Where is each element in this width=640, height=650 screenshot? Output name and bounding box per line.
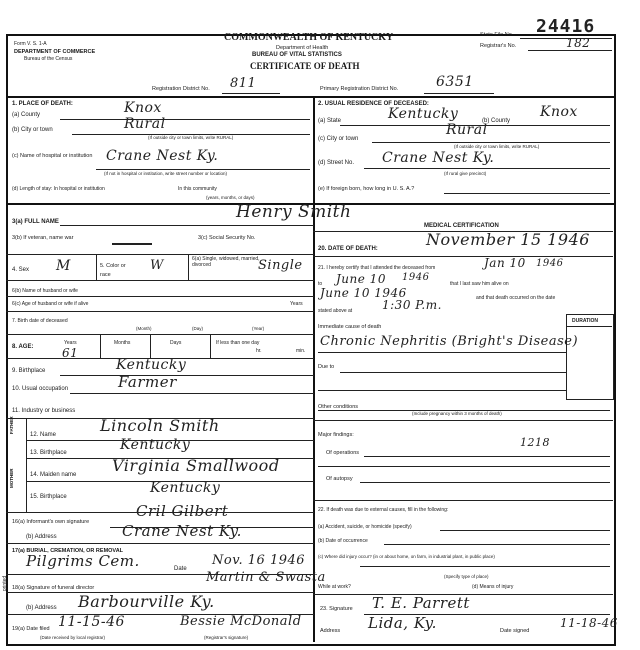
operations-value: 1218 [520,436,550,449]
state-file-number: 24416 [536,16,596,37]
where-label: (c) Where did injury occur? (in or about home, on farm, in industrial plant, in public place) [318,554,495,559]
external-label: 22. If death was due to external causes, fill in the following: [318,507,449,513]
date-signed-value: 11-18-46 [560,616,618,630]
occupation-line [70,393,314,394]
primary-reg-value: 6351 [436,74,474,90]
full-name-line [60,225,314,226]
spouse-years-label: Years [290,301,303,307]
res-state-label: (a) State [318,118,342,124]
time-value: 1:30 P.m. [382,298,442,312]
autopsy-line-2 [313,500,613,501]
header-rule [6,96,614,98]
marital-value: Single [258,258,303,273]
res-state-value: Kentucky [388,106,459,122]
birthplace-value: Kentucky [116,357,187,373]
residence-title: 2. USUAL RESIDENCE OF DECEASED: [318,101,429,107]
res-street-note: (If rural give precinct) [444,171,487,176]
age-days-label: Days [170,340,182,346]
died-on-label: and that death occurred on the date [476,295,556,301]
pod-hospital-value: Crane Nest Ky. [106,148,219,164]
filed-note: (Date received by local registrar) [40,635,106,640]
pod-hospital-line [96,169,310,170]
place-of-death-title: 1. PLACE OF DEATH: [12,101,73,107]
veteran-label: 3(b) If veteran, name war [12,235,74,241]
primary-reg-label: Primary Registration District No. [320,86,399,92]
registrar-sig-note: (Registrar's signature) [204,635,249,640]
age-under-day-label: If less than one day [216,340,260,346]
full-name-label: 3(a) FULL NAME [12,219,59,225]
place-type-label: (Specify type of place) [444,574,489,579]
due-to-line-2 [318,390,566,391]
sex-label: 4. Sex [12,267,30,273]
duration-header-line [566,326,612,327]
accident-line [440,530,610,531]
industry-label: 11. Industry or business [12,408,76,414]
birthplace-line [60,375,314,376]
occupation-value: Farmer [118,373,177,391]
certify-year1: 1946 [536,258,564,269]
occurrence-label: (b) Date of occurrence [318,538,368,544]
res-street-label: (d) Street No. [318,160,355,166]
state-file-label: State File No. [480,32,514,38]
age-months-label: Months [114,340,131,346]
last-seen-value: June 10 1946 [320,286,407,300]
director-label: 18(a) Signature of funeral director [12,585,95,591]
father-birthplace-value: Kentucky [120,437,191,453]
res-street-value: Crane Nest Ky. [382,150,495,166]
birth-month-label: (Month) [136,326,152,331]
cause-value: Chronic Nephritis (Bright's Disease) [320,334,579,349]
other-cond-label: Other conditions [318,404,359,410]
informant-value: Cril Gilbert [136,502,229,520]
color-divider [188,254,189,280]
means-label: (d) Means of injury [472,584,514,590]
informant-label: 16(a) Informant's own signature [12,519,90,525]
pod-hospital-note: (If not in hospital or institution, write street number or location) [104,171,228,176]
medical-title: MEDICAL CERTIFICATION [424,223,499,229]
age-div-2 [150,334,151,358]
pod-city-value: Rural [124,116,166,132]
pod-hospital-label: (c) Name of hospital or institution [12,153,93,159]
res-foreign-label: (e) If foreign born, how long in U. S. A.? [318,186,415,192]
age-hr-label: hr. [256,348,262,354]
due-to-label: Due to [318,364,335,370]
full-name-value: Henry Smith [236,202,352,222]
primary-reg-line [424,93,494,94]
age-years-label: Years [64,340,77,346]
burial-address-value: Barbourville Ky. [78,592,215,611]
marital-label: 6(a) Single, widowed, married, divorced [192,256,260,268]
date-death-label: 20. DATE OF DEATH: [318,246,378,252]
certify-label: 21. I hereby certify that I attended the deceased from [318,265,436,271]
registrar-signature: Bessie McDonald [180,614,302,629]
reg-district-label: Registration District No. [152,86,210,92]
signature-label: 23. Signature [320,606,353,612]
birth-date-line [6,334,314,335]
age-min-label: min. [296,348,306,354]
spouse-age-label: 6(c) Age of husband or wife if alive [12,301,89,307]
res-city-line [372,142,610,143]
operations-label: Of operations [326,450,360,456]
age-div-1 [100,334,101,358]
burial-date-label: Date [174,566,187,572]
veteran-row-line [6,254,314,255]
burial-title: 17(a) BURIAL, CREMATION, OR REMOVAL [12,548,124,554]
res-county-label: (b) County [482,118,511,124]
stated-above-label: stated above at [318,308,353,314]
age-label: 8. AGE: [12,344,34,350]
certify-to-text: to [318,281,323,287]
bureau-census: Bureau of the Census [24,56,73,62]
father-name-label: 12. Name [30,432,57,438]
res-county-value: Knox [540,104,578,120]
mother-tag: MOTHER [9,468,14,488]
duration-label: DURATION [572,318,599,324]
res-city-label: (c) City or town [318,136,359,142]
due-to-line [340,372,566,373]
informant-address-label: (b) Address [26,534,57,540]
reg-district-value: 811 [230,76,257,91]
age-years-value: 61 [62,346,79,360]
res-foreign-line [444,193,610,194]
margin-note: printed [2,575,9,592]
filed-value: 11-15-46 [58,614,125,630]
commonwealth-title: COMMONWEALTH OF KENTUCKY [224,32,394,43]
ssn-label: 3(c) Social Security No. [198,235,256,241]
mother-name-label: 14. Maiden name [30,472,77,478]
director-value: Martin & Swasta [206,570,326,585]
dept-health: Department of Health [276,45,329,51]
age-div-3 [210,334,211,358]
autopsy-line [360,482,610,483]
informant-address-line [6,543,314,544]
certificate-title: CERTIFICATE OF DEATH [250,61,360,71]
pod-city-line [72,134,310,135]
father-tag: FATHER [9,416,14,434]
registrar-no-label: Registrar's No. [480,43,517,49]
certify-to: June 10 [336,272,386,286]
bureau-vital: BUREAU OF VITAL STATISTICS [252,52,342,58]
sex-divider [96,254,97,280]
operations-line-2 [318,466,610,467]
color-label: 5. Color or race [100,263,126,278]
where-line [360,566,610,567]
certify-year2: 1946 [402,272,430,283]
parent-tag-divider [26,418,27,512]
last-seen-note: that I last saw him alive on [450,281,509,287]
veteran-dash [112,243,152,245]
informant-address-value: Crane Nest Ky. [122,522,242,540]
reg-district-line [222,93,280,94]
pod-county-line [60,119,310,120]
date-death-value: November 15 1946 [426,230,590,249]
pod-city-note: (If outside city or town limits, write RURAL) [148,135,234,140]
res-street-line [364,168,610,169]
dept-commerce: DEPARTMENT OF COMMERCE [14,49,96,55]
pod-city-label: (b) City or town [12,127,53,133]
certify-from: Jan 10 [484,256,526,270]
operations-line [364,456,610,457]
registrar-no-value: 182 [566,36,591,50]
pod-stay-units: (years, months, or days) [206,195,255,200]
signature-value: T. E. Parrett [372,594,470,612]
pod-stay-community: In this community [178,186,217,192]
accident-label: (a) Accident, suicide, or homicide (specify) [318,524,412,530]
birth-date-label: 7. Birth date of deceased [12,318,68,324]
autopsy-label: Of autopsy [326,476,353,482]
mother-name-value: Virginia Smallwood [112,456,280,475]
father-birthplace-label: 13. Birthplace [30,450,67,456]
color-value: W [150,258,164,273]
date-death-line [313,256,613,257]
spouse-label: 6(b) Name of husband or wife [12,288,78,294]
burial-date-value: Nov. 16 1946 [212,553,306,568]
sig-address-label: Address [320,628,341,634]
spouse-age-line [6,311,314,312]
birth-day-label: (Day) [192,326,203,331]
pod-stay-label: (d) Length of stay: In hospital or institution [12,186,105,192]
while-work-label: While at work? [318,584,351,590]
sex-row-line [6,280,314,281]
spouse-line [6,296,314,297]
date-signed-label: Date signed [500,628,530,634]
res-city-note: (If outside city or town limits, write RURAL) [454,144,540,149]
pod-county-label: (a) County [12,112,41,118]
registrar-no-line [528,50,612,51]
father-name-value: Lincoln Smith [100,416,220,435]
mother-birthplace-label: 15. Birthplace [30,494,67,500]
mother-birthplace-value: Kentucky [150,480,221,496]
pod-county-value: Knox [124,100,162,116]
burial-place-value: Pilgrims Cem. [26,552,140,570]
occurrence-line [384,544,610,545]
sig-address-value: Lida, Ky. [368,614,437,632]
center-divider [313,97,315,642]
res-city-value: Rural [446,122,488,138]
cause-line [318,352,566,353]
sex-value: M [56,258,71,274]
form-number: Form V. S. 1-A [14,41,47,47]
other-cond-line-2 [313,420,613,421]
major-findings-label: Major findings: [318,432,354,438]
burial-address-label: (b) Address [26,605,57,611]
occupation-label: 10. Usual occupation [12,386,69,392]
immediate-label: Immediate cause of death [318,324,382,330]
birth-year-label: (Year) [252,326,265,331]
filed-label: 19(a) Date filed [12,626,50,632]
birthplace-label: 9. Birthplace [12,368,46,374]
pregnancy-note: (Include pregnancy within 3 months of death) [412,411,502,416]
